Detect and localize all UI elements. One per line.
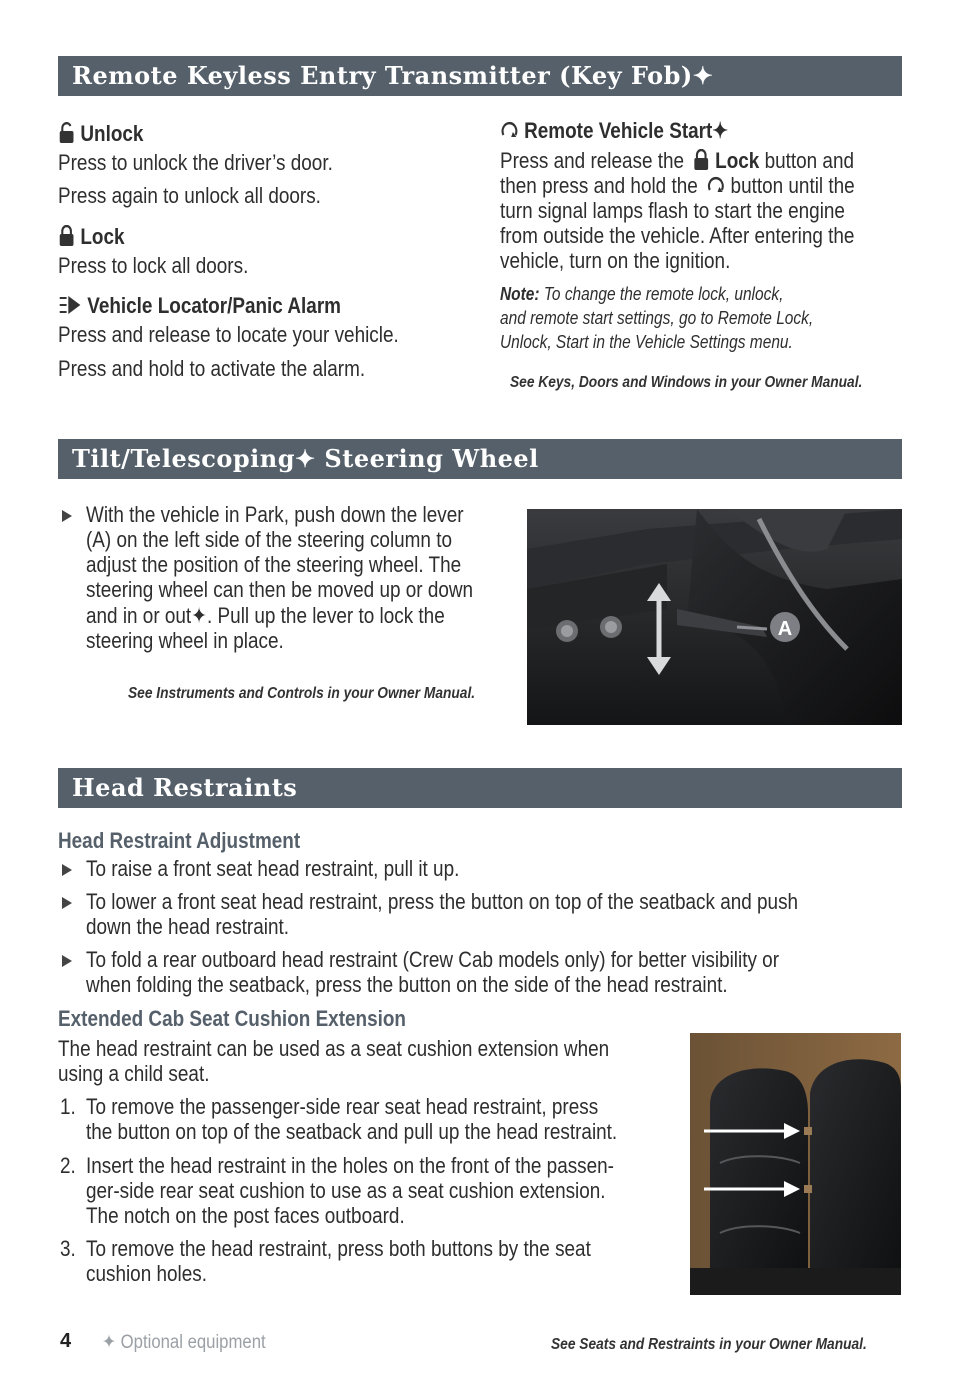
extended-cab-line-2: using a child seat. [58, 1061, 210, 1086]
bullet-arrow-icon [62, 897, 72, 909]
heading-text: Head Restraints [72, 773, 298, 802]
adjust-bullet-2b: down the head restraint. [86, 914, 290, 939]
locator-line-2: Press and hold to activate the alarm. [58, 356, 366, 381]
adjust-bullet-3b: when folding the seatback, press the button on the side of the head restraint. [86, 972, 728, 997]
adjust-bullet-3a: To fold a rear outboard head restraint (Crew Cab models only) for better visibility or [86, 947, 779, 972]
vehicle-locator-icon [58, 294, 82, 316]
steering-wheel-illustration [527, 509, 902, 725]
tilt-line-2: (A) on the left side of the steering column to [86, 527, 452, 552]
lock-line-1: Press to lock all doors. [58, 253, 249, 278]
head-manual-reference: See Seats and Restraints in your Owner Manual. [551, 1336, 867, 1353]
section-heading-remote-keyless [58, 56, 902, 96]
step-3-line-b: cushion holes. [86, 1261, 207, 1286]
section-heading-head-restraints [58, 768, 902, 808]
remote-start-icon-inline [706, 174, 725, 196]
extended-cab-line-1: The head restraint can be used as a seat cushion extension when [58, 1036, 610, 1061]
adjust-bullet-1: To raise a front seat head restraint, pull it up. [86, 856, 460, 881]
extended-cab-title: Extended Cab Seat Cushion Extension [58, 1006, 406, 1031]
unlock-title: Unlock [58, 121, 143, 146]
remote-manual-reference: See Keys, Doors and Windows in your Owner Manual. [510, 374, 863, 391]
step-number-2: 2. [60, 1153, 76, 1178]
lock-icon [58, 225, 75, 247]
step-1-line-b: the button on top of the seatback and pull up the head restraint. [86, 1119, 618, 1144]
callout-label: A [777, 618, 793, 640]
page-number: 4 [60, 1330, 72, 1352]
steering-wheel-photo [527, 509, 902, 725]
remote-start-line-4: from outside the vehicle. After entering the [500, 223, 855, 248]
section-heading-tilt-telescoping [58, 439, 902, 479]
tilt-line-5: and in or out✦. Pull up the lever to lock the [86, 603, 445, 628]
heading-text: Remote Keyless Entry Transmitter (Key Fob)✦ [72, 61, 714, 90]
optional-equipment-legend: ✦ Optional equipment [102, 1332, 266, 1353]
adjust-bullet-2a: To lower a front seat head restraint, press the button on top of the seatback and push [86, 889, 799, 914]
remote-start-icon [500, 119, 519, 141]
lock-icon-inline [693, 149, 710, 171]
remote-start-line-1: Press and release the Lock button and [500, 148, 854, 173]
step-1-line-a: To remove the passenger-side rear seat head restraint, press [86, 1094, 599, 1119]
seat-cushion-illustration [690, 1033, 901, 1295]
step-3-line-a: To remove the head restraint, press both buttons by the seat [86, 1236, 591, 1261]
unlock-line-2: Press again to unlock all doors. [58, 183, 321, 208]
bullet-arrow-icon [62, 864, 72, 876]
step-2-line-c: The notch on the post faces outboard. [86, 1203, 405, 1228]
tilt-line-4: steering wheel can then be moved up or down [86, 577, 474, 602]
locator-line-1: Press and release to locate your vehicle. [58, 322, 399, 347]
unlock-icon [58, 122, 75, 144]
head-restraint-adjustment-title: Head Restraint Adjustment [58, 828, 301, 853]
step-2-line-a: Insert the head restraint in the holes on the front of the passen- [86, 1153, 614, 1178]
step-number-3: 3. [60, 1236, 76, 1261]
note-line-1: Note: To change the remote lock, unlock, [500, 284, 784, 304]
tilt-line-1: With the vehicle in Park, push down the lever [86, 502, 464, 527]
unlock-line-1: Press to unlock the driver’s door. [58, 150, 333, 175]
step-number-1: 1. [60, 1094, 76, 1119]
seat-cushion-photo [690, 1033, 901, 1295]
locator-title: Vehicle Locator/Panic Alarm [58, 293, 341, 318]
remote-start-line-5: vehicle, turn on the ignition. [500, 248, 731, 273]
remote-start-line-3: turn signal lamps flash to start the engine [500, 198, 845, 223]
tilt-line-3: adjust the position of the steering wheel. The [86, 552, 462, 577]
note-line-3: Unlock, Start in the Vehicle Settings menu. [500, 332, 793, 352]
remote-start-line-2: then press and hold the button until the [500, 173, 855, 198]
remote-start-title: Remote Vehicle Start✦ [500, 118, 728, 143]
tilt-line-6: steering wheel in place. [86, 628, 284, 653]
bullet-arrow-icon [62, 510, 72, 522]
step-2-line-b: ger-side rear seat cushion to use as a seat cushion extension. [86, 1178, 606, 1203]
note-line-2: and remote start settings, go to Remote Lock, [500, 308, 814, 328]
bullet-arrow-icon [62, 955, 72, 967]
heading-text: Tilt/Telescoping✦ Steering Wheel [72, 444, 539, 473]
tilt-manual-reference: See Instruments and Controls in your Owner Manual. [128, 685, 476, 702]
lock-title: Lock [58, 224, 125, 249]
